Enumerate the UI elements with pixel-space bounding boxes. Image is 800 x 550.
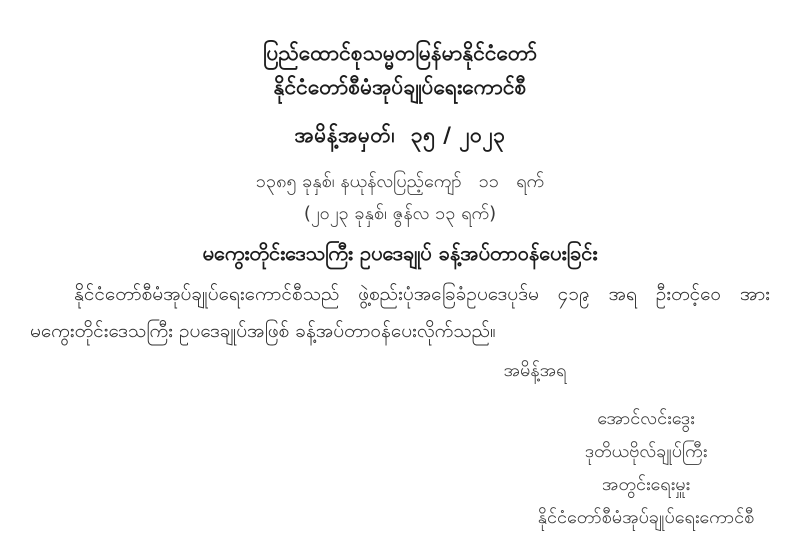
order-subject-title: မကွေးတိုင်းဒေသကြီး ဥပဒေချုပ် ခန့်အပ်တာဝန်ပေးခြင်း (202, 241, 598, 265)
by-order-line: အမိန့်အရ (503, 360, 567, 381)
signatory-title: အတွင်းရေးမှူး (601, 474, 691, 495)
signature-block (510, 402, 782, 534)
document-header-country: ပြည်ထောင်စုသမ္မတမြန်မာနိုင်ငံတော် (262, 41, 537, 65)
date-gregorian: (၂၀၂၃ ခုနှစ်၊ ဇွန်လ ၁၃ ရက်) (303, 203, 497, 224)
order-number: အမိန့်အမှတ်၊ ၃၅ / ၂၀၂၃ (294, 123, 506, 147)
date-myanmar-calendar: ၁၃၈၅ ခုနှစ်၊ နယုန်လပြည့်ကျော် ၁၁ ရက် (255, 171, 545, 192)
order-body-paragraph: နိုင်ငံတော်စီမံအုပ်ချုပ်ရေးကောင်စီသည် ဖွဲ့စည်းပုံအခြေခံဥပဒေပုဒ်မ ၄၁၉ အရ ဦးတင့်ဝေ အား မကွေးတိုင်းဒေသကြီး ဥပဒေချုပ်အဖြစ် ခန့်အပ်တာဝန်ပေးလိုက်သည်။ (30, 283, 770, 342)
signatory-organization: နိုင်ငံတော်စီမံအုပ်ချုပ်ရေးကောင်စီ (537, 507, 755, 528)
document-header-organization: နိုင်ငံတော်စီမံအုပ်ချုပ်ရေးကောင်စီ (273, 75, 527, 99)
signatory-name: အောင်လင်းဒွေး (597, 408, 695, 429)
signatory-rank: ဒုတိယဗိုလ်ချုပ်ကြီး (584, 441, 708, 462)
